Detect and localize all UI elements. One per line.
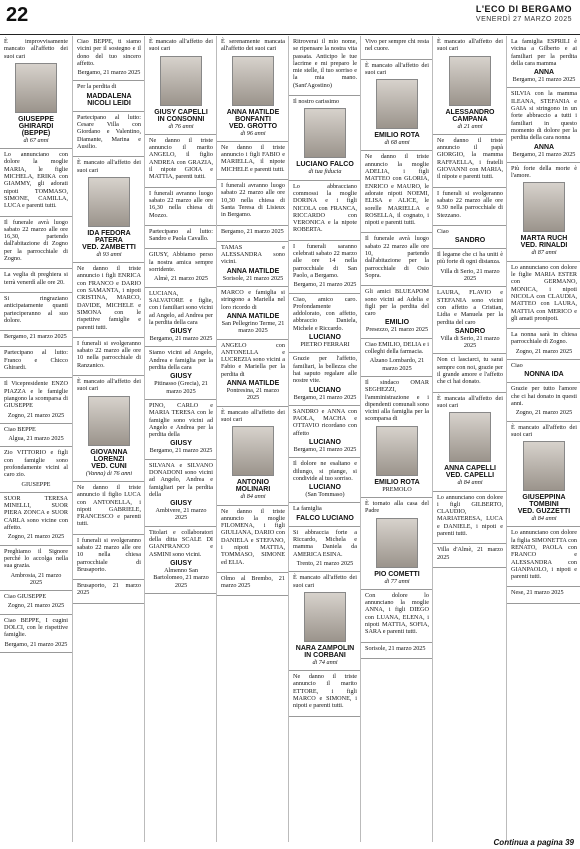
- column-8: [506, 36, 580, 842]
- portrait-photo: [88, 177, 130, 227]
- deceased-name: LUCIANO FALCO: [296, 161, 354, 169]
- notice-signature: GIUSEPPE: [21, 480, 51, 488]
- obituary-notice: [0, 615, 72, 653]
- deceased-age: (Vanna) di 76 anni: [85, 469, 133, 477]
- notice-text: Ne danno il triste annuncio i figli FABIO e MARIELLA, il nipote MICHELE e parenti tutti.: [221, 143, 285, 173]
- notice-text: Si ringraziano anticipatamente quanti parteciperanno al suo dolore.: [4, 294, 68, 324]
- notice-signature: Pontresina, 21 marzo 2025: [226, 387, 280, 402]
- deceased-nickname: VED. CAPELLI: [445, 472, 495, 480]
- portrait-photo: [376, 79, 418, 129]
- obituary-notice: [507, 422, 580, 528]
- notice-text: Ciao, amico caro. Profondamente addolorato, con affetto, abbraccio Daniela, Michele e Riccardo.: [293, 295, 357, 332]
- notice-text: La famiglia: [293, 505, 322, 513]
- obituary-notice: [145, 188, 217, 226]
- obituary-notice: [73, 36, 145, 81]
- obituary-notice: [0, 293, 72, 331]
- deceased-name: ANNA MATILDE: [226, 312, 280, 320]
- portrait-photo: [232, 426, 274, 476]
- obituary-notice: [145, 288, 217, 348]
- deceased-age: di 84 anni: [457, 479, 483, 487]
- notice-text: Ciao BEPPE: [4, 425, 36, 433]
- notice-text: La veglia di preghiera si terrà venerdì alle ore 20.: [4, 271, 68, 286]
- obituary-notice: [73, 376, 145, 482]
- obituary-notice: [289, 406, 361, 458]
- column-3: [144, 36, 217, 842]
- obituary-notice: [361, 339, 433, 377]
- notice-signature: Presezzo, 21 marzo 2025: [365, 326, 429, 334]
- obituary-notice: [361, 151, 433, 233]
- notice-signature: Zogno, 21 marzo 2025: [515, 347, 573, 355]
- notice-signature: Bergamo, 21 marzo 2025: [512, 150, 576, 158]
- notice-text: Ciao: [511, 362, 523, 370]
- deceased-name: LUCIANO: [309, 438, 341, 446]
- obituary-notice: [361, 643, 433, 659]
- obituary-notice: [0, 378, 72, 423]
- column-1: [0, 36, 72, 842]
- obituary-notice: [217, 407, 289, 506]
- deceased-name: ANNA: [533, 143, 555, 151]
- notice-text: I funerali avranno luogo sabato 22 marzo alle ore 10,30 nella chiesa di Santa Teresa di Lisieux in Bergamo.: [221, 182, 285, 219]
- deceased-name: ALESSANDRO CAMPANA: [445, 108, 495, 123]
- obituary-notice: [217, 573, 289, 597]
- portrait-photo: [376, 518, 418, 568]
- obituary-notice: [217, 36, 289, 142]
- notice-signature: Zogno, 21 marzo 2025: [515, 409, 573, 417]
- notice-signature: (San Tommaso): [305, 491, 345, 499]
- deceased-name: GIUSY: [170, 328, 192, 336]
- notice-text: È mancato all'affetto dei suoi cari: [511, 423, 577, 438]
- obituary-notice: [73, 482, 145, 535]
- notice-signature: Zogno, 21 marzo 2025: [7, 411, 65, 419]
- notice-text: È mancato all'affetto dei suoi cari: [149, 38, 213, 53]
- notice-signature: Almè, 21 marzo 2025: [154, 275, 208, 283]
- obituary-notice: [145, 226, 217, 250]
- column-7: [432, 36, 507, 842]
- obituary-notice: [0, 217, 72, 270]
- deceased-name: GIUSY: [170, 559, 192, 567]
- notice-text: I funerali si svolgeranno sabato 22 marzo alle ore 10 nella chiesa parrocchiale di Brusaporto.: [77, 536, 141, 573]
- obituary-notice: [289, 353, 361, 405]
- obituary-notice: [433, 492, 507, 545]
- notice-signature: Trento, 21 marzo 2025: [296, 559, 354, 567]
- deceased-name: ANNA CAPELLI: [444, 465, 496, 473]
- obituary-notice: [289, 572, 361, 671]
- obituary-notice: [507, 329, 580, 360]
- notice-text: Partecipano al lutto: Franco e Chicco Ghirardi.: [4, 349, 68, 372]
- deceased-name: GIUSEPPINA TOMBINI: [522, 494, 566, 509]
- notice-text: Si abbraccia forte a Riccardo, Michela e mamma Daniela da AMERICA ESINA.: [293, 528, 357, 558]
- obituary-notice: [0, 331, 72, 347]
- deceased-nickname: VED. GUZZETTI: [517, 508, 571, 516]
- notice-text: LUCIANA, SALVATORE e figlie, con i familiari sono vicini ad Angelo, ad Andrea per la perdita della cara: [149, 289, 213, 326]
- notice-text: Partecipano al lutto: Sandro e Paola Cavallo.: [149, 227, 213, 243]
- notice-signature: Bergamo, 21 marzo 2025: [149, 335, 213, 343]
- deceased-name: MADDALENA NICOLI LEIDI: [86, 92, 132, 107]
- deceased-age: di 77 anni: [384, 577, 410, 585]
- obituary-notice: [507, 383, 580, 421]
- deceased-nickname: VED. ZAMBETTI: [82, 243, 136, 251]
- notice-text: Ne danno il triste annuncio la moglie FILOMENA, i figli GIULIANA, DARIO con DANIELA e STEFANO, i nipoti MATTIA, TOMMASO, SIMONE ed ELIA.: [221, 507, 285, 566]
- obituary-notice: [361, 590, 433, 643]
- obituary-notice: [507, 262, 580, 329]
- notice-text: Ne danno il triste annuncio il marito ANGELO, il figlio ANDREA con GRAZIA, il nipote GIOIA e MATTIA, parenti tutti.: [149, 136, 213, 181]
- notice-signature: PREMOLO: [382, 485, 412, 493]
- obituary-notice: [0, 347, 72, 378]
- obituary-notice: [433, 135, 507, 188]
- notice-text: Lo annunciano con dolore la moglie MARIA, le figlie MICHELA, ERIKA con GIAMMY, gli adorati nipoti TOMMASO, SIMONE, CAMILLA, LUCA e parenti tutti.: [4, 151, 68, 210]
- notice-text: È serenamente mancata all'affetto dei suoi cari: [221, 38, 285, 53]
- obituary-notice: [73, 263, 145, 338]
- obituary-notice: [289, 503, 361, 526]
- obituary-notice: [507, 587, 580, 603]
- portrait-photo: [449, 56, 491, 106]
- deceased-name: EMILIO: [384, 319, 410, 327]
- deceased-nickname: VED. RINALDI: [520, 242, 568, 250]
- notice-signature: Zogno, 21 marzo 2025: [7, 533, 65, 541]
- obituary-notice: [433, 544, 507, 568]
- deceased-name: GIOVANNA LORENZI: [90, 448, 128, 463]
- deceased-nickname: VED. GROTTO: [228, 122, 278, 130]
- deceased-name: ANNA MATILDE: [226, 380, 280, 388]
- notice-signature: PIETRO FERRARI: [300, 341, 350, 349]
- column-4: [216, 36, 289, 842]
- column-6: [360, 36, 433, 842]
- obituary-notice: [289, 294, 361, 354]
- notice-text: Il Vicepresidente ENZO PIAZZA e le famiglie piangono la scomparsa di GIUSEPPE: [4, 380, 68, 410]
- portrait-photo: [449, 412, 491, 462]
- column-5: [288, 36, 361, 842]
- notice-text: Per la perdita di: [77, 83, 117, 91]
- notice-signature: Bergamo, 21 marzo 2025: [293, 445, 357, 453]
- obituary-notice: [433, 36, 507, 135]
- notice-text: La famiglia ESPRILI è vicina a Gilberto e ai familiari per la perdita della cara mamma: [511, 38, 577, 67]
- notice-text: È tornato alla casa del Padre: [365, 499, 429, 515]
- obituary-notice: [507, 88, 580, 162]
- deceased-name: GIUSY: [170, 500, 192, 508]
- notice-text: Olmo al Brembo, 21 marzo 2025: [221, 574, 285, 590]
- notice-text: Ne danno il triste annuncio il figlio LUCA con ANTONELLA, i nipoti GABRIELE, FRANCESCO e parenti tutti.: [77, 483, 141, 528]
- notice-text: Il legame che ci ha uniti è più forte di ogni distanza.: [437, 251, 503, 266]
- obituary-notice: [217, 287, 289, 339]
- notice-text: È mancata all'affetto dei suoi cari: [437, 394, 503, 409]
- deceased-name: LUCIANO: [309, 484, 341, 492]
- obituary-notice: [507, 360, 580, 383]
- notice-signature: Bergamo, 21 marzo 2025: [293, 393, 357, 401]
- deceased-age: di 96 anni: [240, 129, 266, 137]
- deceased-name: NONNA IDA: [524, 371, 564, 379]
- notice-text: Ciao BEPPE, I cugini DOLCI, con le rispettive famiglie.: [4, 616, 68, 639]
- notice-text: Più forte della morte è l'amore.: [511, 164, 577, 180]
- notice-text: Ciao EMILIO, DELIA e i colleghi della farmacia.: [365, 340, 429, 356]
- obituary-notice: [289, 241, 361, 294]
- obituary-notice: [289, 527, 361, 572]
- portrait-photo: [15, 63, 57, 113]
- notice-text: Ciao GIUSEPPE: [4, 593, 47, 601]
- deceased-name: EMILIO ROTA: [374, 478, 420, 486]
- notice-text: Con dolore lo annunciano la moglie ANNA, i figli DIEGO con LUANA, ELENA, i nipoti MATTIA, SOFIA, SARA e parenti tutti.: [365, 591, 429, 636]
- notice-text: Bergamo, 21 marzo 2025: [4, 333, 67, 341]
- notice-text: Grazie per tutto l'amore che ci hai donato in questi anni.: [511, 385, 577, 407]
- notice-text: Vivo per sempre chi resta nel cuore.: [365, 38, 429, 53]
- obituary-notice: [0, 493, 72, 546]
- obituary-notice: [217, 226, 289, 242]
- obituary-notice: [433, 393, 507, 492]
- obituary-notice: [0, 447, 72, 492]
- deceased-nickname: IN CONSONNI: [157, 115, 205, 123]
- notice-signature: Pitinasso (Grecia), 21 marzo 2025: [154, 380, 208, 395]
- notice-signature: Zogno, 21 marzo 2025: [7, 602, 65, 610]
- deceased-nickname: IN CORBANI: [304, 651, 346, 659]
- notice-text: Gli amici BLUEAPOM sono vicini ad Adelia e figli per la perdita del caro: [365, 288, 429, 318]
- obituary-notice: [289, 458, 361, 503]
- notice-text: Brusaporto, 21 marzo 2025: [77, 582, 141, 597]
- obituary-notice: [0, 149, 72, 216]
- deceased-age: di 76 anni: [168, 122, 194, 130]
- deceased-name: PIO COMETTI: [374, 570, 420, 578]
- notice-text: Zio VITTORIO e figli con famiglie sono profondamente vicini al caro zio.: [4, 449, 68, 479]
- deceased-name: LUCIANO: [309, 386, 341, 394]
- notice-text: I funerali saranno celebrati sabato 22 marzo alle ore 14 nella parrocchiale di San Paolo, a Bergamo.: [293, 242, 357, 279]
- obituary-notice: [145, 460, 217, 527]
- deceased-name: SANDRO: [454, 237, 486, 245]
- obituary-notice: [145, 36, 217, 135]
- notice-text: Ritroverai il mio nome, se ripensare la nostra vita passata. Anticipo le tue lacrime e mi preparo le mie stelle, il tuo sorriso e la mia mano. (Sant'Agostino): [293, 38, 357, 89]
- obituary-notice: [73, 338, 145, 376]
- obituary-notice: [145, 400, 217, 460]
- notice-text: Ne danno il triste annuncio i figli ENRICA con FRANCO e DARIO con SAMANTA, i nipoti CRISTINA, MARCO, DAVIDE, MICHELE e SIMONA con le rispettive famiglie e parenti tutti.: [77, 265, 141, 331]
- notice-text: GIUSY, Abbiamo perso la nostra amica sempre sorridente.: [149, 251, 213, 274]
- obituary-notice: [73, 112, 145, 157]
- deceased-age: di 84 anni: [240, 493, 266, 501]
- obituary-notice: [145, 249, 217, 287]
- obituary-notice: [289, 96, 361, 181]
- obituary-notice: [289, 36, 361, 96]
- notice-text: ANGELO con ANTONELLA e LUCREZIA sono vicini a Fabio e Mariella per la perdita di: [221, 341, 285, 378]
- issue-date: VENERDÌ 27 MARZO 2025: [475, 16, 572, 23]
- deceased-name: NARA ZAMPOLIN: [295, 644, 355, 652]
- column-2: [72, 36, 145, 842]
- notice-text: I funerali si svolgeranno sabato 22 marzo alle ore 10 nella parrocchiale di Ranzanico.: [77, 339, 141, 369]
- page-number: 22: [6, 4, 29, 26]
- notice-text: Il sindaco OMAR SEGHEZZI, l'amministrazione e i dipendenti comunali sono vicini alla famiglia per la scomparsa di: [365, 378, 429, 423]
- notice-text: Grazie per l'affetto, familiari, la bellezza che hai saputo regalare alle nostre vite.: [293, 355, 357, 385]
- notice-text: Il nostro carissimo: [293, 98, 340, 106]
- newspaper-title: L'ECO DI BERGAMO: [475, 4, 572, 14]
- notice-text: MARCO e famiglia si stringono a Mariella nel loro ricordo di: [221, 289, 285, 311]
- notice-signature: Alzano Lombardo, 21 marzo 2025: [369, 357, 425, 372]
- portrait-photo: [376, 426, 418, 476]
- obituary-notice: [73, 580, 145, 604]
- portrait-photo: [523, 182, 565, 232]
- obituary-notice: [0, 269, 72, 293]
- obituary-notice: [73, 81, 145, 111]
- notice-text: TAMAS e ALESSANDRA sono vicini.: [221, 243, 285, 266]
- obituary-notice: [217, 180, 289, 225]
- obituary-notice: [0, 591, 72, 615]
- notice-text: LAURA, FLAVIO e STEFANIA sono vicini con affetto a Cristian, Lidia e Manuela per la perdita del caro: [437, 289, 503, 326]
- deceased-name: ANNA MATILDE: [226, 267, 280, 275]
- obituary-notice: [507, 527, 580, 587]
- obituary-notice: [361, 36, 433, 60]
- portrait-photo: [232, 56, 274, 106]
- obituary-notice: [73, 535, 145, 580]
- obituary-notice: [433, 287, 507, 354]
- notice-text: Il funerale avrà luogo sabato 22 marzo alle ore 10, partendo dall'abitazione per la parrocchiale di Osio Sopra.: [365, 235, 429, 279]
- deceased-age: di 87 anni: [531, 249, 557, 257]
- notice-text: Siamo vicini ad Angelo, Andrea e famiglia per la perdita della cara: [149, 349, 213, 372]
- notice-text: PINO, CARLO e MARIA TERESA con le famiglie sono vicini ad Angelo e Andrea per la perdita della: [149, 401, 213, 439]
- notice-text: È mancato all'affetto dei suoi cari: [221, 408, 285, 423]
- notice-text: Lo abbracciano commossi la moglie DORINA e i figli NICOLA con FRANCA, RICCARDO con VERONICA e la nipote ROBERTA.: [293, 182, 357, 234]
- portrait-photo: [523, 441, 565, 491]
- deceased-name: LUCIANO: [309, 334, 341, 342]
- notice-text: Ne danno il triste annuncio la moglie ADELIA, i figli MATTEO con GLORIA, ENRICO e MAURO, le adorate nipoti NOEMI, ELISA e ALICE, le sorelle MARIELLA e ROSELLA, il cognato, i nipoti e parenti tutti.: [365, 153, 429, 227]
- deceased-nickname: VED. CUNI: [91, 462, 127, 470]
- notice-signature: San Pellegrino Terme, 21 marzo 2025: [221, 319, 285, 335]
- portrait-photo: [304, 592, 346, 642]
- notice-signature: Almenno San Bartolomeo, 21 marzo 2025: [153, 566, 209, 589]
- portrait-photo: [88, 396, 130, 446]
- deceased-age: di 21 anni: [457, 122, 483, 130]
- notice-signature: Bergamo, 21 marzo 2025: [77, 69, 141, 77]
- continue-note: Continua a pagina 39: [493, 838, 574, 847]
- obituary-notice: [361, 233, 433, 286]
- obituary-columns: [0, 36, 580, 849]
- notice-text: Lo annunciano con dolore la figlia SIMONETTA con RENATO, PAOLA con FRANCO e ALESSANDRA con GIANPAOLO, i nipoti e parenti tutti.: [511, 529, 578, 581]
- notice-text: Villa d'Almè, 21 marzo 2025: [437, 546, 503, 561]
- obituary-notice: [0, 546, 72, 591]
- notice-text: È mancato all'affetto dei suoi cari: [437, 38, 503, 53]
- deceased-age: di tua fiducia: [308, 168, 342, 176]
- notice-text: Ciao BEPPE, ti siamo vicini per il sostegno e il dono del tuo sincero affetto.: [77, 38, 141, 67]
- notice-signature: Ambrosia, 21 marzo 2025: [10, 571, 62, 586]
- obituary-notice: [217, 142, 289, 180]
- deceased-age: di 67 anni: [23, 136, 49, 144]
- notice-text: È mancato all'affetto dei suoi cari: [77, 378, 141, 393]
- notice-text: Lo annunciano con dolore i figli GILBERTO, CLAUDIO, MARIATERESA, LUCA e DANIELE, i nipoti e parenti tutti.: [437, 493, 503, 537]
- obituary-notice: [217, 506, 289, 573]
- notice-text: Preghiamo il Signore perché lo accolga nella sua grazia.: [4, 547, 68, 570]
- notice-text: SILVIA con la mamma ILEANA, STEFANIA e GAIA si stringono in un forte abbraccio a tutti i familiari in questo momento di dolore per la perdita della cara nonna: [511, 90, 577, 142]
- notice-signature: Bergamo, 21 marzo 2025: [512, 76, 576, 84]
- notice-text: SANDRO e ANNA con PAOLA, MACHA e OTTAVIO ricordano con affetto: [293, 407, 357, 437]
- notice-text: La nonna sarà in chiesa parrocchiale di Zogno.: [511, 331, 577, 346]
- notice-text: Non ci lasciarci, tu sarai sempre con noi, grazie per il grande amore e l'affetto che ci hai donato.: [437, 356, 503, 386]
- notice-signature: Algua, 21 marzo 2025: [8, 435, 64, 443]
- notice-text: I funerali si svolgeranno sabato 22 marzo alle ore 9.30 nella parrocchiale di Stezzano.: [437, 189, 503, 219]
- deceased-name: MARTA RUCH: [520, 235, 568, 243]
- notice-text: I funerali avranno luogo sabato 22 marzo alle ore 16,30 nella chiesa di Mozzo.: [149, 189, 213, 219]
- portrait-photo: [304, 108, 346, 158]
- obituary-notice: [433, 226, 507, 249]
- obituary-notice: [361, 498, 433, 590]
- obituary-notice: [433, 249, 507, 287]
- notice-text: Partecipano al lutto: Cesare Villa con Giordano e Valentino, Diamante, Marina e Ausilio.: [77, 113, 141, 150]
- masthead: [476, 4, 572, 23]
- deceased-name: GIUSY: [170, 440, 192, 448]
- notice-text: È mancato all'affetto dei suoi cari: [365, 61, 429, 76]
- obituary-notice: [145, 527, 217, 594]
- deceased-name: GIUSEPPE GHIRARDI: [18, 115, 54, 130]
- notice-text: Ciao: [437, 227, 449, 235]
- notice-signature: Sorisole, 21 marzo 2025: [222, 274, 284, 282]
- notice-text: Nese, 21 marzo 2025: [511, 589, 564, 597]
- notice-signature: Villa di Serio, 21 marzo 2025: [440, 267, 500, 283]
- deceased-nickname: (BEPPE): [21, 129, 51, 137]
- obituary-notice: [433, 354, 507, 392]
- deceased-name: SANDRO: [454, 327, 486, 335]
- page-header: [0, 0, 580, 35]
- notice-text: È mancato all'affetto dei suoi cari: [293, 574, 357, 589]
- obituary-notice: [361, 286, 433, 338]
- deceased-age: di 68 anni: [384, 139, 410, 147]
- notice-signature: Bergamo, 21 marzo 2025: [149, 447, 213, 455]
- deceased-age: di 93 anni: [96, 250, 122, 258]
- notice-signature: Villa di Serio, 21 marzo 2025: [440, 334, 500, 350]
- obituary-notice: [507, 36, 580, 88]
- notice-signature: Bergamo, 21 marzo 2025: [293, 281, 357, 289]
- notice-signature: Bergamo, 21 marzo 2025: [4, 640, 68, 648]
- deceased-name: FALCO LUCIANO: [296, 514, 354, 522]
- deceased-name: ANTONIO MOLINARI: [235, 479, 271, 494]
- deceased-name: GIUSY CAPELLI: [154, 108, 208, 116]
- obituary-notice: [507, 163, 580, 262]
- deceased-name: ANNA: [533, 69, 555, 77]
- deceased-age: di 74 anni: [312, 658, 338, 666]
- deceased-age: di 84 anni: [531, 515, 557, 523]
- notice-signature: Ambivere, 21 marzo 2025: [155, 507, 207, 522]
- notice-text: SUOR TERESA MINELLI, SUOR PIERA ZONCA e SUOR CARLA sono vicine con affetto.: [4, 494, 68, 532]
- notice-text: Il funerale avrà luogo sabato 22 marzo alle ore 16,30, partendo dall'abitazione di Zogno per la parrocchiale di Zogno.: [4, 218, 68, 263]
- obituary-notice: [361, 60, 433, 152]
- obituary-notice: [145, 135, 217, 188]
- notice-text: Titolari e collaboratori della ditta SCALE DI GIANFRANCO e ASMINI sono vicini.: [149, 528, 213, 558]
- deceased-name: EMILIO ROTA: [374, 132, 420, 140]
- deceased-name: GIUSY: [170, 373, 192, 381]
- notice-text: È improvvisamente mancato all'affetto dei suoi cari: [4, 38, 68, 60]
- obituary-notice: [433, 188, 507, 226]
- obituary-notice: [217, 340, 289, 407]
- notice-text: SILVANA e SILVANO DONADONI sono vicini ad Angelo, Andrea e famigliari per la perdita della: [149, 461, 213, 498]
- obituary-notice: [145, 347, 217, 399]
- deceased-name: ANNA MATILDE BONFANTI: [226, 108, 280, 123]
- notice-text: È mancato all'affetto dei suoi cari: [77, 159, 141, 174]
- notice-text: Ne danno il triste annuncio il marito ETTORE, i figli MARCO e SIMONE, i nipoti e parenti tutti.: [293, 673, 357, 710]
- obituary-notice: [73, 157, 145, 263]
- obituary-notice: [217, 242, 289, 287]
- notice-text: Bergamo, 21 marzo 2025: [221, 227, 284, 235]
- deceased-name: IDA FEDORA PATERA: [87, 229, 131, 244]
- obituary-notice: [289, 181, 361, 241]
- notice-text: Il dolore ne esaltano e dilungo, si piange, si condivide al tuo sorriso.: [293, 460, 357, 482]
- notice-text: Ne danno il triste annuncio il papà GIORGIO, la mamma RAFFAELLA, i fratelli GIOVANNI con MARIA, il nipote e parenti tutti.: [437, 136, 503, 181]
- obituary-notice: [0, 424, 72, 448]
- obituary-notice: [361, 377, 433, 498]
- notice-text: Sorisole, 21 marzo 2025: [365, 644, 426, 652]
- notice-text: Lo annunciano con dolore le figlie MARIA ESTER con GERMANO, MONICA, i nipoti NICOLA con CLAUDIA, MATTEO con LAURA, MATTIA con MERICO e gli amati pronipoti.: [511, 263, 577, 322]
- obituary-notice: [0, 36, 72, 149]
- obituary-notice: [289, 671, 361, 716]
- portrait-photo: [160, 56, 202, 106]
